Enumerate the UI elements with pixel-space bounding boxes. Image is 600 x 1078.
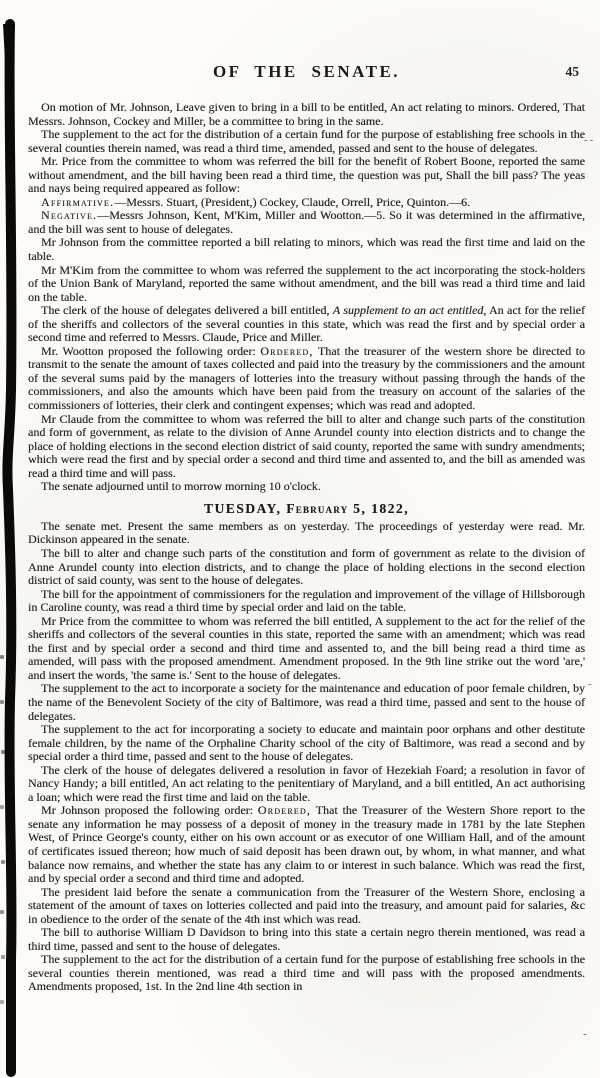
smallcaps-text: Ordered, (257, 803, 312, 818)
scan-dash-artifact: - (588, 678, 594, 690)
body-text: Mr Claude from the committee to whom was referred the bill to alter and change such parts of the constitution and form of government, as relate to the division of Anne Arundel county into election districts and to change the place of holding elections in the second election district of said county, reported the same with sundry amendments; which were read the first and by special order a second and third time and assented to, and the bill as amended was read a third time and will pass. (28, 411, 585, 480)
paragraph (28, 196, 585, 210)
body-text: The president laid before the senate a communication from the Treasurer of the Western Shore, enclosing a statement of the amount of taxes on lotteries collected and paid into the treasury, and amount paid for salaries, &c in obedience to the order of the senate of the 4th inst which was read. (28, 884, 585, 926)
body-text: 5, 1822, (348, 500, 410, 516)
body-text: —Messrs Johnson, Kent, M'Kim, Miller and Wootton.—5. So it was determined in the affirmative, and the bill was sent to house of delegates. (28, 208, 585, 236)
body-text: The senate met. Present the same members as on yesterday. The proceedings of yesterday were read. Mr. Dickinson appeared in the senate. (28, 518, 585, 547)
body-text: The clerk of the house of delegates delivered a bill entitled, (41, 303, 333, 318)
paragraph (28, 682, 585, 723)
body-text: TUESDAY, (203, 500, 287, 516)
paragraph (28, 264, 585, 305)
body-text: An act for the relief of the sheriffs and collectors of the several counties in this state, which was read the first and by special order a second time and referred to Messrs. Claude, Price and Miller. (28, 303, 585, 345)
body-text: The senate adjourned until to morrow morning 10 o'clock. (41, 479, 321, 494)
paragraph (28, 547, 585, 588)
proceedings-day1 (28, 101, 585, 494)
scan-dash-artifact: - (583, 1028, 589, 1040)
body-text: Mr Johnson from the committee reported a bill relating to minors, which was read the first time and laid on the table. (28, 235, 585, 264)
body-text: The bill to alter and change such parts of the constitution and form of government as relate to the division of Anne Arundel county into election districts, and to change the place of holding elections in the second election district of said county, was sent to the house of delegates. (28, 545, 585, 588)
paragraph (28, 413, 585, 481)
body-text: The supplement to the act to incorporate a society for the maintenance and education of poor female children, by the name of the Benevolent Society of the city of Baltimore, was read a third time, passed and sent to the house of delegates. (28, 681, 585, 723)
body-text: That the Treasurer of the Western Shore report to the senate any information he may possess of a deposit of money in the treasury made in 1781 by the late Stephen West, of Prince George's county, either on his own account or as executor of one William Hall, and of the amount of certificates issued thereon; how much of said deposit has been drawn out, by whom, in what manner, and what balance now remains, and whether the state has any claim to or interest in such balance. Which was read the first, and by special order a second and third time and adopted. (28, 803, 585, 886)
running-header (28, 62, 585, 88)
scan-bleed-marks (0, 655, 4, 659)
body-text: On motion of Mr. Johnson, Leave given to bring in a bill to be entitled, An act relating to minors. Ordered, That Messrs. Johnson, Cockey and Miller, be a committee to bring in the same. (28, 100, 585, 128)
page-content (28, 62, 585, 994)
smallcaps-text: Affirmative. (41, 194, 115, 209)
body-text: The clerk of the house of delegates delivered a resolution in favor of Hezekiah Foard; a resolution in favor of Nancy Handy; a bill entitled, An act relating to the penitentiary of Maryland, and a bill entitled, An act authorising a loan; which were read the first time and laid on the table. (28, 762, 585, 804)
body-text: The supplement to the act for the distribution of a certain fund for the purpose of establishing free schools in the several counties therein mentioned, was read a third time and will pass with the proposed amendments. Amendments proposed, 1st. In the 2nd line 4th section in (28, 952, 585, 994)
body-text: —Messrs. Stuart, (President,) Cockey, Claude, Orrell, Price, Quinton.—6. (114, 194, 471, 209)
paragraph (28, 480, 585, 494)
paragraph (28, 615, 585, 683)
paragraph (28, 209, 585, 236)
paragraph (28, 520, 585, 547)
proceedings-day2 (28, 520, 585, 994)
scan-dash-artifact: -- (584, 134, 596, 146)
paragraph (28, 886, 585, 927)
italic-text: A supplement to an act entitled, (332, 303, 487, 318)
smallcaps-text: February (286, 500, 349, 516)
body-text: Mr Johnson proposed the following order: (41, 803, 258, 818)
paragraph (28, 304, 585, 345)
body-text: The supplement to the act for incorporating a society to educate and maintain poor orphans and other destitute female children, by the name of the Orphaline Charity school of the city of Baltimore, was read a second and by special order a third time, passed and sent to the house of delegates. (28, 722, 585, 764)
body-text: Mr Price from the committee to whom was referred the bill entitled, A supplement to the act for the relief of the sheriffs and collectors of the several counties in this state, reported the same with an amendment; which was read the first and by special order a second and third time and assented to, and the bill being read a third time as amended, will pass with the proposed amendment. Amendment proposed. In the 9th line strike out the word 'are,' and insert the words, 'the same is.' Sent to the house of delegates. (28, 613, 585, 682)
paragraph (28, 345, 585, 413)
scan-binding-bar (0, 0, 24, 1078)
paragraph (28, 236, 585, 263)
paragraph (28, 101, 585, 128)
paragraph (28, 926, 585, 953)
paragraph (28, 128, 585, 155)
paragraph (28, 723, 585, 764)
body-text: That the treasurer of the western shore be directed to transmit to the senate the amount of taxes collected and paid into the treasury by the commissioners and the amount of the several sums paid by the managers of lotteries into the treasury without passing through the hands of the commissioners, and also the amounts which have been paid from the treasury on account of the salaries of the commissioners of lotteries, their clerk and contingent expenses; which was read and adopted. (28, 343, 585, 413)
paragraph (28, 588, 585, 615)
body-text: Mr. Price from the committee to whom was referred the bill for the benefit of Robert Boone, reported the same without amendment, and the bill having been read a third time, the question was put, Shall the bill pass? The yeas and nays being required appeared as follow: (28, 154, 585, 196)
smallcaps-text: Ordered, (260, 343, 314, 358)
session-date-heading (28, 501, 585, 517)
page-title: OF THE SENATE. (212, 62, 401, 81)
paragraph (28, 953, 585, 994)
body-text: The bill for the appointment of commissioners for the regulation and improvement of the village of Hillsborough in Caroline county, was read a third time by special order and laid on the table. (28, 586, 585, 615)
body-text: The bill to authorise William D Davidson to bring into this state a certain negro therein mentioned, was read a third time, passed and sent to the house of delegates. (28, 925, 585, 953)
paragraph (28, 804, 585, 885)
body-text: Mr. Wootton proposed the following order: (41, 343, 261, 358)
body-text: Mr M'Kim from the committee to whom was referred the supplement to the act incorporating the stock-holders of the Union Bank of Maryland, reported the same without amendment, and the bill was read a third time and laid on the table. (28, 262, 585, 304)
body-text: The supplement to the act for the distribution of a certain fund for the purpose of establishing free schools in the several counties therein named, was read a third time, amended, passed and sent to the house of delegates. (28, 127, 585, 155)
page-number: 45 (565, 64, 579, 79)
paragraph (28, 155, 585, 196)
paragraph (28, 764, 585, 805)
binding-bar-shape (0, 0, 24, 1078)
smallcaps-text: Negative. (41, 208, 98, 223)
